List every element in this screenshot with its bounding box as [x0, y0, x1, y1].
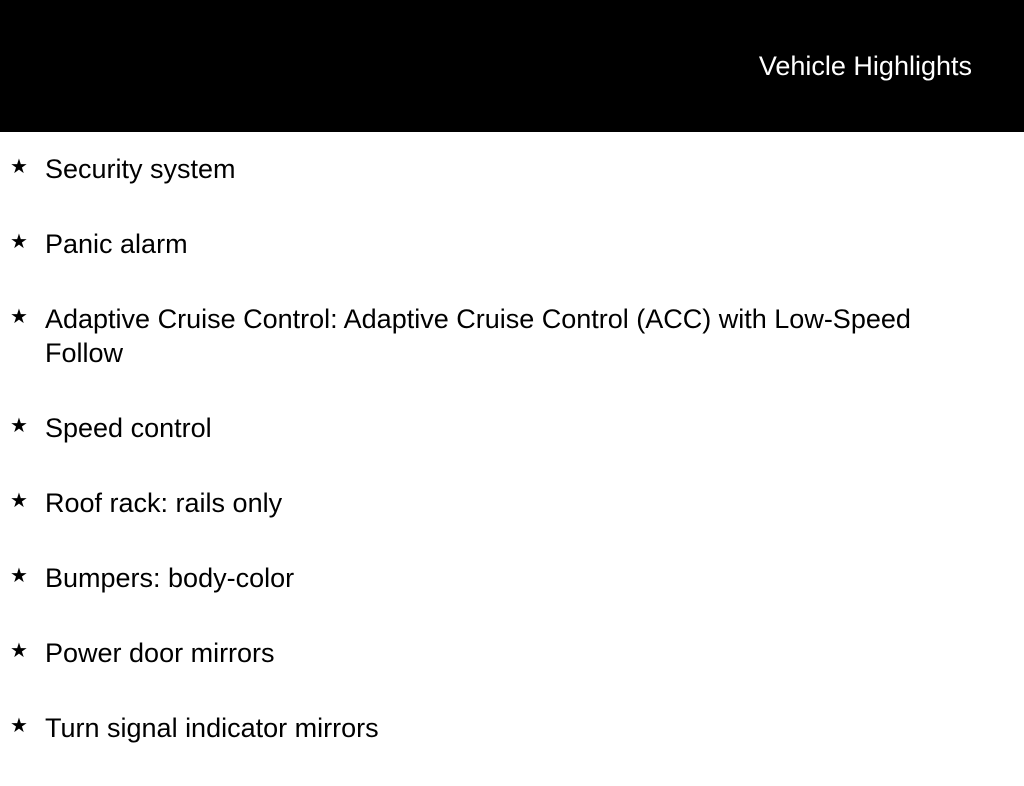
- list-item-label: Adaptive Cruise Control: Adaptive Cruise Control (ACC) with Low-Speed Follow: [45, 304, 911, 368]
- highlights-list: [0, 152, 1024, 786]
- list-item: [0, 152, 1024, 186]
- list-item: [0, 561, 1024, 595]
- list-item: [0, 411, 1024, 445]
- list-item-label: Speed control: [45, 413, 212, 443]
- list-item: [0, 486, 1024, 520]
- star-icon: ★: [10, 306, 28, 328]
- star-icon: ★: [10, 490, 28, 512]
- star-icon: ★: [10, 565, 28, 587]
- list-item: [0, 636, 1024, 670]
- page-title: Vehicle Highlights: [758, 51, 972, 81]
- star-icon: ★: [10, 640, 28, 662]
- star-icon: ★: [10, 415, 28, 437]
- list-item-label: Power door mirrors: [45, 638, 275, 668]
- list-item-label: Security system: [45, 154, 236, 184]
- star-icon: ★: [10, 715, 28, 737]
- list-item: [0, 227, 1024, 261]
- list-item-label: Roof rack: rails only: [45, 488, 283, 518]
- star-icon: ★: [10, 231, 28, 253]
- list-item-label: Bumpers: body-color: [45, 563, 295, 593]
- list-item: [0, 302, 1024, 370]
- star-icon: ★: [10, 156, 28, 178]
- list-item-label: Turn signal indicator mirrors: [45, 713, 379, 743]
- header-bar: [0, 0, 1024, 132]
- list-item: [0, 711, 1024, 745]
- list-item-label: Panic alarm: [45, 229, 188, 259]
